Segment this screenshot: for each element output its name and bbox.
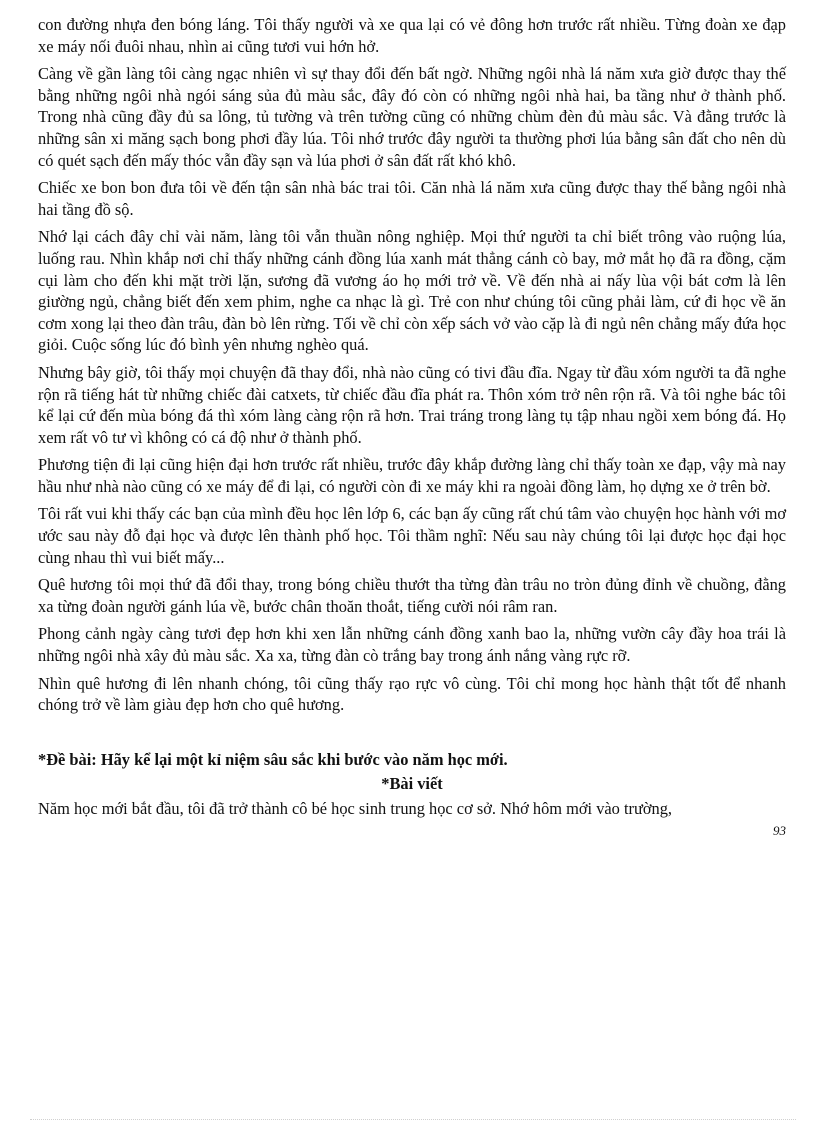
paragraph: Càng về gần làng tôi càng ngạc nhiên vì sự thay đổi đến bất ngờ. Những ngôi nhà lá năm xưa giờ được thay thế bằng những ngôi nhà ngói sáng sủa đủ màu sắc, đây đó còn có những ngôi nhà hai, ba tầng như ở thành phố. Trong nhà cũng đầy đủ sa lông, tủ tường và trên tường cũng có những chùm đèn đủ màu sắc. Và đằng trước là những sân xi măng sạch bong phơi đầy lúa. Tôi nhớ trước đây người ta thường phơi lúa bằng sân đất cho nên dù có quét sạch đến mấy thóc vẫn đầy sạn và lúa phơi ở sân đất rất khó khô.: [38, 64, 786, 170]
section-gap: [38, 722, 786, 748]
paragraph: Nhớ lại cách đây chỉ vài năm, làng tôi vẫn thuần nông nghiệp. Mọi thứ người ta chỉ biết trông vào ruộng lúa, luống rau. Nhìn khắp nơi chỉ thấy những cánh đồng lúa xanh mát thẳng cánh cò bay, mở mắt họ đã ra đồng, cặm cụi làm cho đến khi mặt trời lặn, sương đã vương áo họ mới trở về. Về đến nhà ai nấy lùa vội bát cơm là lên giường ngủ, chẳng biết đến xem phim, nghe ca nhạc là gì. Trẻ con như chúng tôi cũng phải làm, cứ đi học về ăn cơm xong lại theo đàn trâu, đàn bò lên rừng. Tối về chỉ còn xếp sách vở vào cặp là đi ngủ nên chẳng mấy đứa học giỏi. Cuộc sống lúc đó bình yên nhưng nghèo quá.: [38, 227, 786, 355]
paragraph: Phong cảnh ngày càng tươi đẹp hơn khi xen lẫn những cánh đồng xanh bao la, những vườn cây đầy hoa trái là những ngôi nhà xây đủ màu sắc. Xa xa, từng đàn cò trắng bay trong ánh nắng vàng rực rỡ.: [38, 624, 786, 666]
page-number: 93: [773, 822, 786, 838]
paragraph: Tôi rất vui khi thấy các bạn của mình đều học lên lớp 6, các bạn ấy cũng rất chú tâm vào chuyện học hành với mơ ước sau này đỗ đại học và được lên thành phố học. Tôi thầm nghĩ: Nếu sau này chúng tôi lại được học đại học cùng nhau thì vui biết mấy...: [38, 504, 786, 567]
essay-prompt: *Đề bài: Hãy kể lại một kỉ niệm sâu sắc khi bước vào năm học mới.: [38, 749, 508, 769]
footer-rule: [30, 1119, 796, 1120]
essay-subheading: *Bài viết: [381, 773, 443, 793]
essay-first-line: Năm học mới bắt đầu, tôi đã trở thành cô bé học sinh trung học cơ sở. Nhớ hôm mới vào trường,: [38, 798, 673, 818]
paragraph: Chiếc xe bon bon đưa tôi về đến tận sân nhà bác trai tôi. Căn nhà lá năm xưa cũng được thay thế bằng ngôi nhà hai tầng đồ sộ.: [38, 178, 786, 219]
paragraph: con đường nhựa đen bóng láng. Tôi thấy người và xe qua lại có vẻ đông hơn trước rất nhiều. Từng đoàn xe đạp xe máy nối đuôi nhau, nhìn ai cũng tươi vui hớn hở.: [38, 15, 786, 56]
page-content: [38, 14, 786, 840]
paragraph: Quê hương tôi mọi thứ đã đổi thay, trong bóng chiều thướt tha từng đàn trâu no tròn đủng đỉnh về chuồng, đằng xa từng đoàn người gánh lúa về, bước chân thoăn thoắt, tiếng cười nói râm ran.: [38, 575, 786, 616]
paragraph: Phương tiện đi lại cũng hiện đại hơn trước rất nhiều, trước đây khắp đường làng chỉ thấy toàn xe đạp, vậy mà nay hầu như nhà nào cũng có xe máy để đi lại, có người còn đi xe máy khi ra ngoài đồng làm, họ dựng xe ở trên bờ.: [38, 455, 786, 496]
paragraph: Nhưng bây giờ, tôi thấy mọi chuyện đã thay đổi, nhà nào cũng có tivi đầu đĩa. Ngay từ đầu xóm người ta đã nghe rộn rã tiếng hát từ những chiếc đài catxets, từ chiếc đầu đĩa phát ra. Thôn xóm trở nên rộn rã. Và tôi nghe bác tôi kể lại cứ đến mùa bóng đá thì xóm làng càng rộn rã hơn. Trai tráng trong làng tụ tập nhau ngồi xem bóng đá. Họ xem rất vô tư vì không có cá độ như ở thành phố.: [38, 362, 786, 447]
paragraph: Nhìn quê hương đi lên nhanh chóng, tôi cũng thấy rạo rực vô cùng. Tôi chỉ mong học hành thật tốt để nhanh chóng trở về làm giàu đẹp hơn cho quê hương.: [38, 673, 786, 715]
